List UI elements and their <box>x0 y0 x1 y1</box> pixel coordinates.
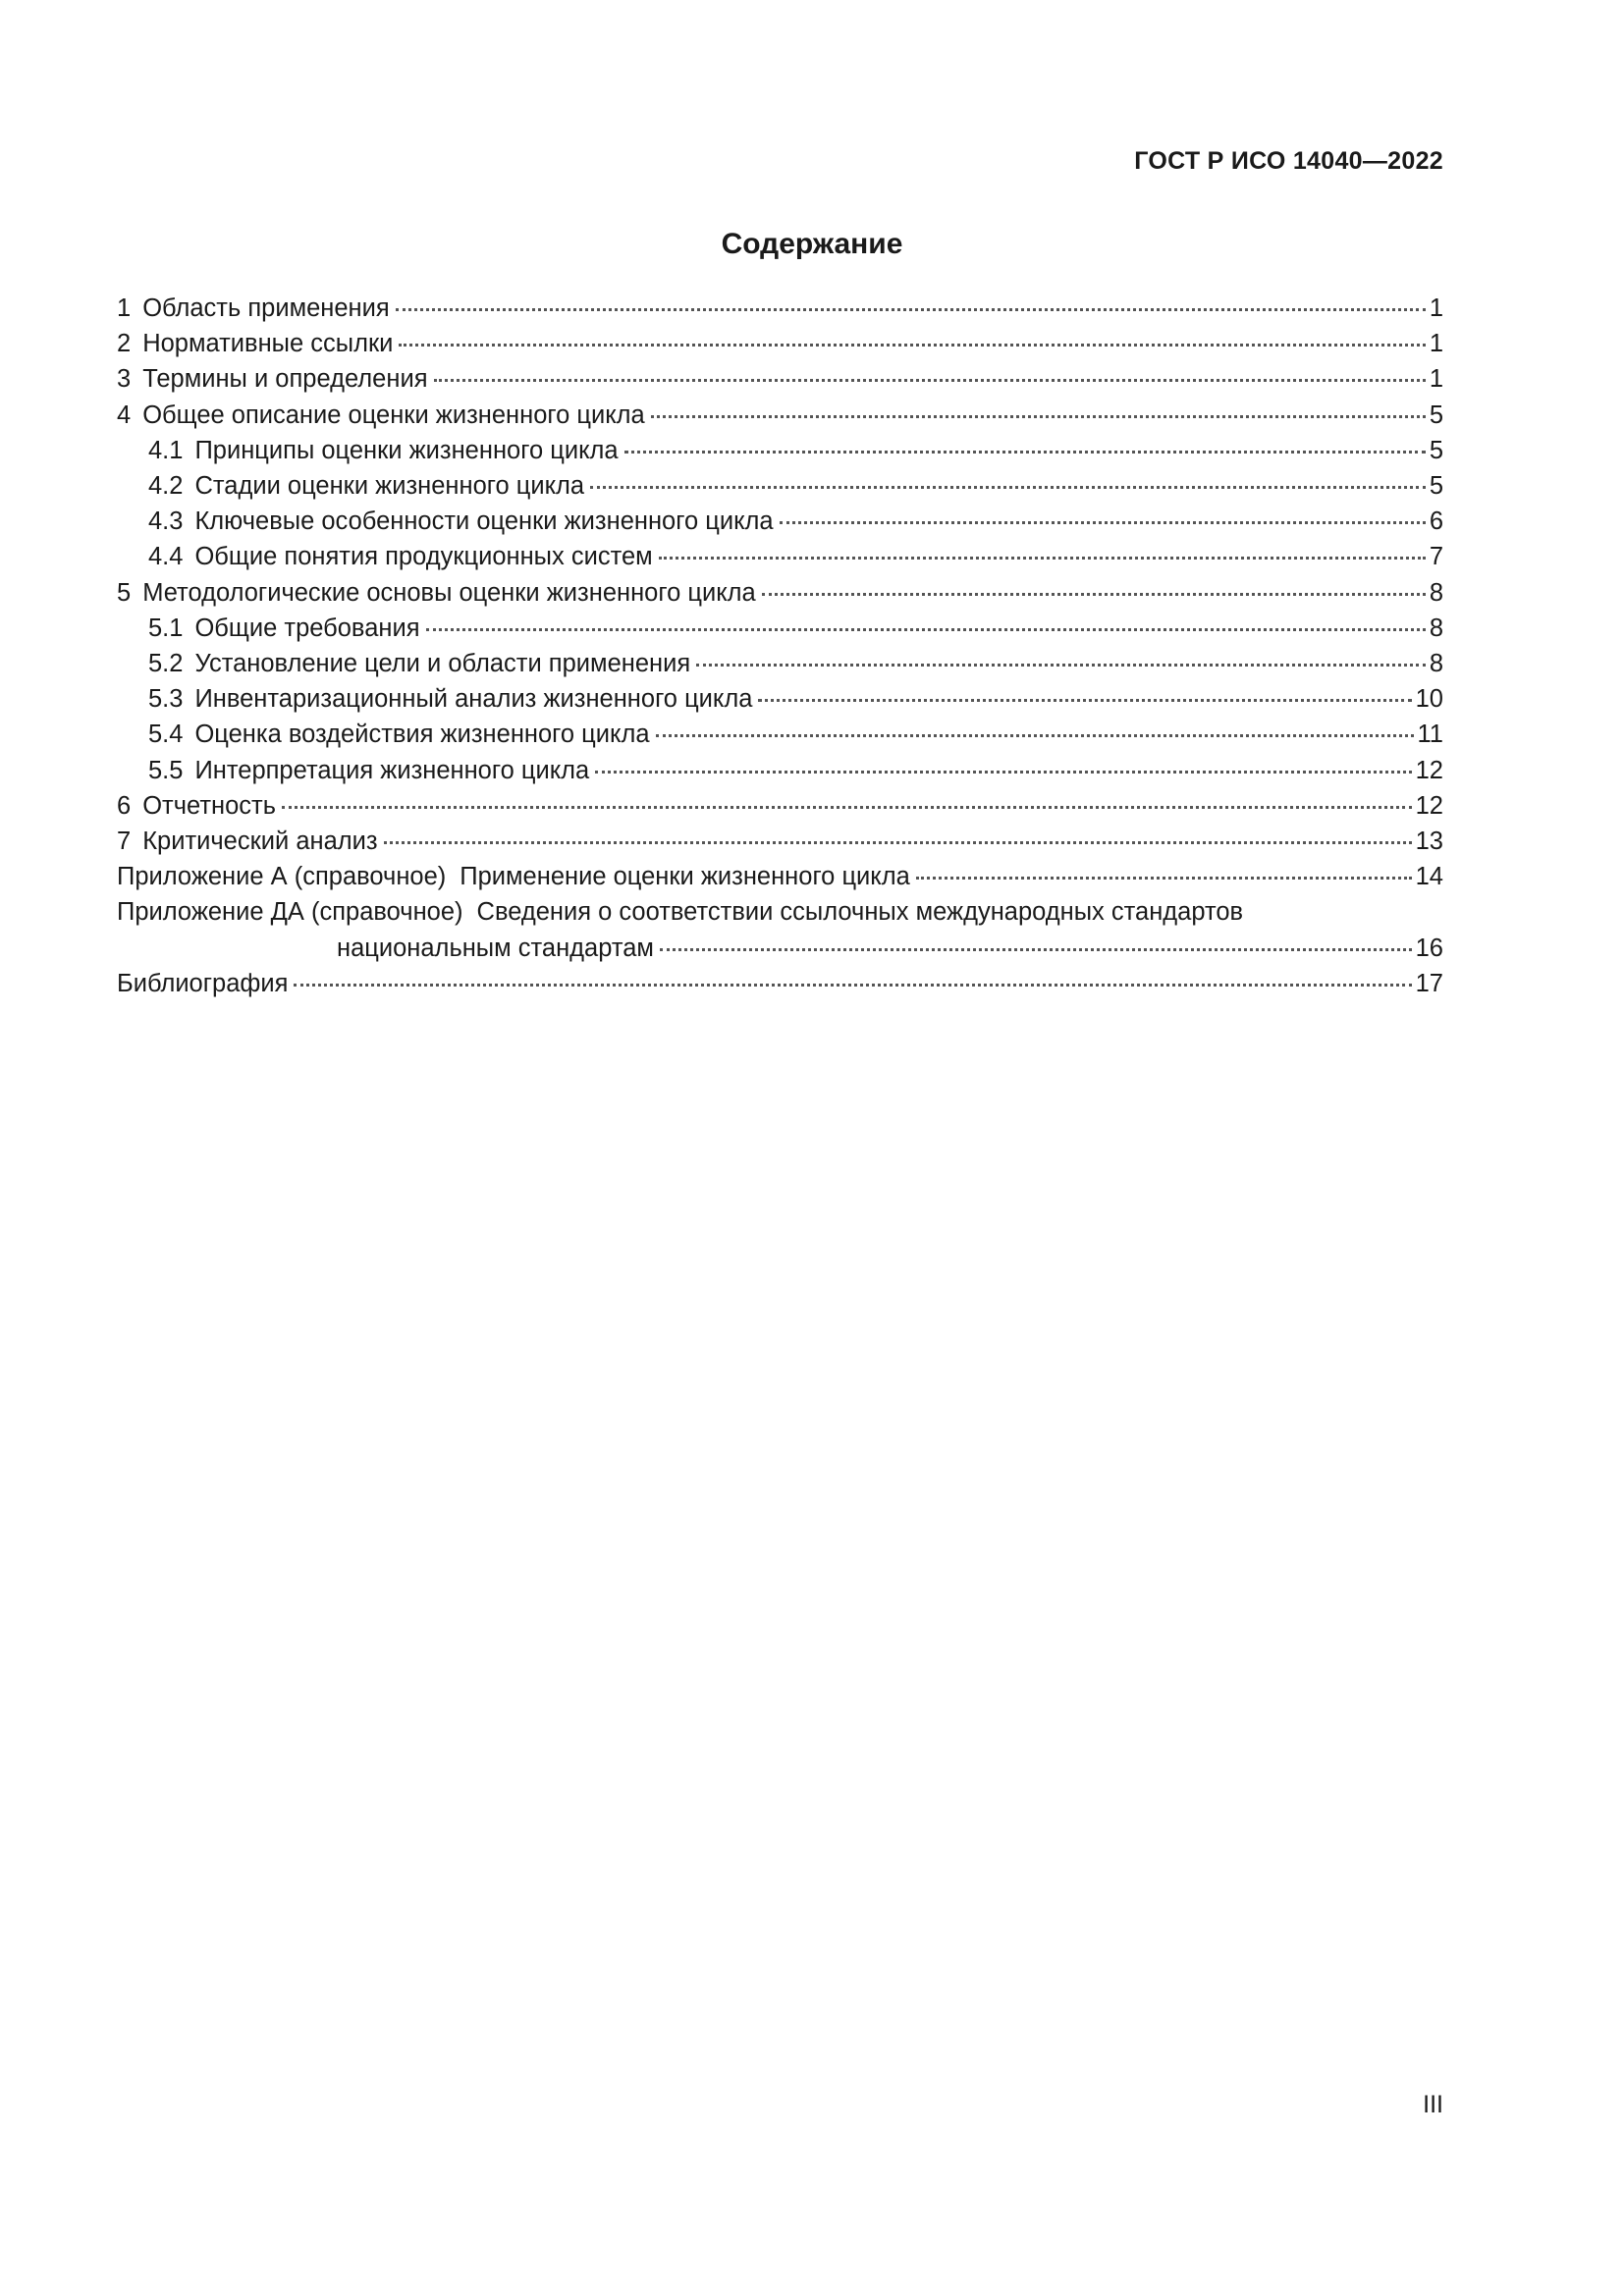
toc-entry-5-3[interactable] <box>117 681 1443 717</box>
toc-entry-number: 2 <box>117 330 132 358</box>
toc-entry-number: 5.1 <box>148 614 184 642</box>
toc-entry-number: 4.2 <box>148 472 184 501</box>
toc-title: Содержание <box>721 228 903 260</box>
toc-entry-page: 12 <box>1415 791 1443 820</box>
toc-entry-number: 5.5 <box>148 756 184 784</box>
toc-entry-label: Общие требования <box>194 614 420 642</box>
toc-entry-label: Критический анализ <box>142 828 378 856</box>
toc-entry-3[interactable] <box>117 361 1443 397</box>
dot-leader <box>916 877 1412 880</box>
dot-leader <box>660 948 1412 951</box>
dot-leader <box>595 771 1411 774</box>
dot-leader <box>434 379 1426 382</box>
dot-leader <box>659 557 1426 560</box>
toc-entry-page: 6 <box>1429 507 1443 536</box>
toc-entry-2[interactable] <box>117 326 1443 361</box>
dot-leader <box>590 486 1426 489</box>
toc-entry-page: 8 <box>1429 650 1443 678</box>
toc-entry-label: Область применения <box>142 294 390 322</box>
dot-leader <box>384 841 1412 844</box>
toc-entry-4[interactable] <box>117 398 1443 433</box>
toc-entry-5-2[interactable] <box>117 646 1443 681</box>
dot-leader <box>294 984 1411 987</box>
toc-entry-page: 1 <box>1429 330 1443 358</box>
toc-entry-5-5[interactable] <box>117 753 1443 788</box>
dot-leader <box>426 628 1426 631</box>
toc-entry-bibliography[interactable] <box>117 966 1443 1001</box>
toc-entry-label: Применение оценки жизненного цикла <box>460 863 910 891</box>
toc-entry-label: Нормативные ссылки <box>142 330 394 358</box>
toc-entry-label: Установление цели и области применения <box>194 650 691 678</box>
toc-entry-label: Инвентаризационный анализ жизненного цикла <box>194 685 753 714</box>
toc-entry-4-2[interactable] <box>117 468 1443 504</box>
toc-entry-page: 8 <box>1429 578 1443 607</box>
toc-entry-page: 5 <box>1429 400 1443 429</box>
dot-leader <box>762 593 1426 596</box>
dot-leader <box>624 451 1426 454</box>
toc-entry-number: 5.2 <box>148 650 184 678</box>
toc-entry-number: 5 <box>117 578 132 607</box>
dot-leader <box>651 415 1426 418</box>
toc-entry-page: 10 <box>1415 685 1443 714</box>
table-of-contents <box>117 291 1443 1001</box>
annex-da-first-line <box>117 894 1443 930</box>
toc-entry-5-1[interactable] <box>117 611 1443 646</box>
dot-leader <box>780 521 1426 524</box>
toc-entry-number: 4.3 <box>148 507 184 536</box>
toc-entry-7[interactable] <box>117 824 1443 859</box>
toc-entry-annex-da[interactable] <box>117 894 1443 965</box>
toc-entry-number: 1 <box>117 294 132 322</box>
toc-entry-annex-a[interactable] <box>117 859 1443 894</box>
document-designation: ГОСТ Р ИСО 14040—2022 <box>1134 147 1443 175</box>
toc-entry-label: Интерпретация жизненного цикла <box>194 756 590 784</box>
toc-entry-number: 7 <box>117 828 132 856</box>
toc-entry-label: Общие понятия продукционных систем <box>194 543 653 571</box>
toc-entry-number: 4.4 <box>148 543 184 571</box>
toc-entry-label: Принципы оценки жизненного цикла <box>194 436 619 464</box>
toc-entry-label: Стадии оценки жизненного цикла <box>194 472 585 501</box>
toc-entry-page: 12 <box>1415 756 1443 784</box>
dot-leader <box>758 699 1411 702</box>
toc-entry-page: 16 <box>1415 934 1443 962</box>
toc-entry-label-continued: национальным стандартам <box>337 934 654 962</box>
toc-entry-page: 8 <box>1429 614 1443 642</box>
dot-leader <box>399 344 1425 347</box>
toc-entry-page: 17 <box>1415 969 1443 997</box>
toc-entry-page: 1 <box>1429 294 1443 322</box>
dot-leader <box>656 734 1414 737</box>
toc-entry-label: Сведения о соответствии ссылочных международных стандартов <box>476 898 1244 927</box>
toc-entry-label: Общее описание оценки жизненного цикла <box>142 400 645 429</box>
toc-entry-label: Методологические основы оценки жизненного цикла <box>142 578 756 607</box>
toc-entry-number: 5.3 <box>148 685 184 714</box>
toc-entry-number: 4.1 <box>148 436 184 464</box>
toc-entry-4-4[interactable] <box>117 539 1443 574</box>
toc-entry-label: Термины и определения <box>142 365 428 394</box>
toc-entry-label: Отчетность <box>142 791 276 820</box>
toc-entry-page: 5 <box>1429 472 1443 501</box>
toc-entry-5-4[interactable] <box>117 717 1443 752</box>
toc-entry-number: 5.4 <box>148 721 184 749</box>
toc-entry-page: 1 <box>1429 365 1443 394</box>
toc-entry-1[interactable] <box>117 291 1443 326</box>
toc-entry-page: 11 <box>1417 721 1443 749</box>
toc-entry-page: 5 <box>1429 436 1443 464</box>
toc-entry-number: 3 <box>117 365 132 394</box>
page-number: III <box>1423 2091 1443 2118</box>
toc-entry-label: Ключевые особенности оценки жизненного цикла <box>194 507 774 536</box>
toc-entry-number: 4 <box>117 400 132 429</box>
toc-entry-4-1[interactable] <box>117 433 1443 468</box>
annex-designation: Приложение ДА (справочное) <box>117 898 463 927</box>
toc-entry-page: 13 <box>1415 828 1443 856</box>
toc-entry-page: 14 <box>1415 863 1443 891</box>
toc-entry-page: 7 <box>1429 543 1443 571</box>
toc-entry-6[interactable] <box>117 788 1443 824</box>
dot-leader <box>282 806 1412 809</box>
dot-leader <box>696 664 1426 667</box>
annex-da-second-line <box>117 931 1443 966</box>
toc-entry-label: Библиография <box>117 969 289 997</box>
toc-entry-number: 6 <box>117 791 132 820</box>
dot-leader <box>396 308 1426 311</box>
annex-designation: Приложение А (справочное) <box>117 863 447 891</box>
toc-entry-4-3[interactable] <box>117 504 1443 539</box>
toc-entry-label: Оценка воздействия жизненного цикла <box>194 721 650 749</box>
toc-entry-5[interactable] <box>117 575 1443 611</box>
